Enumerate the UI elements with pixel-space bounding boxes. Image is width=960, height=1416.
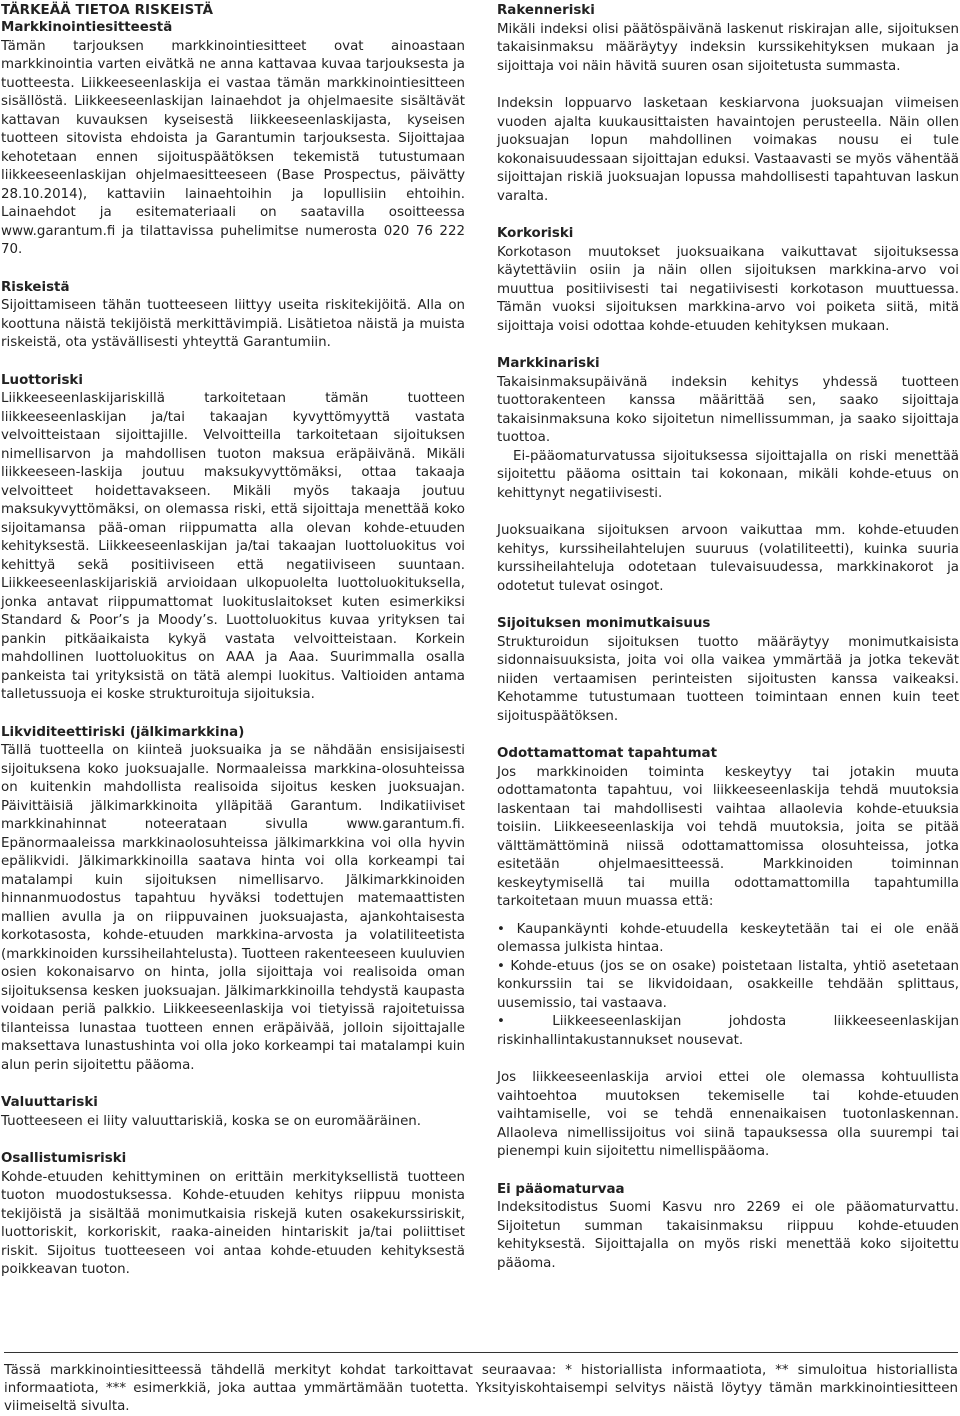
section-korkoriski [497,225,959,336]
section-heading: Odottamattomat tapahtumat [497,746,717,761]
left-column [1,2,465,1299]
section-heading: Korkoriski [497,226,574,241]
section-heading: Likviditeettiriski (jälkimarkkina) [1,724,245,740]
section-heading: Riskeistä [1,279,70,295]
section-luottoriski [1,372,465,705]
bullet-item: • Liikkeeseenlaskijan johdosta liikkeeseenlaskijan riskinhallintakustannukset nousevat. [497,1014,959,1048]
bullet-item: • Kohde-etuus (jos se on osake) poistetaan listalta, yhtiö asetetaan konkurssiin tai se likvidoidaan, osakkeille tehdään splittaus, uusemissio, tai vastaava. [497,958,959,1011]
section-heading: Sijoituksen monimutkaisuus [497,616,711,631]
section-rakenneriski [497,2,959,206]
section-paragraph: Liikkeeseenlaskijariskillä tarkoitetaan tämän tuotteen liikkeeseenlaskijan ja/tai takaajan kyvyttömyyttä vastata velvoitteistaan sijoittajille. Velvoitteilla tarkoitetaan sijoituksen nimellisarvon ja mahdollisen tuoton maksua eräpäivänä. Mikäli liikkeeseen-laskija joutuu maksukyvyttömäksi, ottaa takaaja velvoitteet hoidettavakseen. Mikäli myös takaaja joutuu maksukyvyttömäksi, on olemassa riski, että sijoittaja menettää koko sijoitamansa pää-oman riippumatta alla olevan kohde-etuuden kehityksestä. Liikkeeseenlaskijan ja/tai takaajan luottoluokitus voi kehittyä sekä positiiviseen että negatiiviseen suuntaan. Liikkeeseenlaskijariskiä arvioidaan ulkopuolelta luottoluokituksella, jonka antavat riippumattomat luokituslaitokset kuten esimerkiksi Standard & Poor’s ja Moody’s. Luottoluokitus kuvaa yrityksen tai pankin pitkäaikaista kykyä vastata velvoitteistaan. Korkein mahdollinen luottoluokitus on AAA ja Aaa. Suurimmalla osalla pankeista tai yrityksistä on tätä alempi luokitus. Valtioiden antama talletussuoja ei koske strukturoituja sijoituksia. [1,391,465,702]
section-paragraph: Indeksin loppuarvo lasketaan keskiarvona juoksuajan viimeisen vuoden ajalta kuukausittaisten havaintojen perusteella. Näin ollen juoksuajan lopun mahdollinen voimakas nousu ei tule kokonaisuudessaan sijoittajan eduksi. Vastaavasti se myös vähentää sijoittajan riskiä juoksuajan lopussa mahdollisesti tapahtuvan laskun varalta. [497,96,959,204]
section-markkinointiesitteesta [1,19,465,260]
section-likviditeettiriski [1,724,465,1076]
section-paragraph: Sijoittamiseen tähän tuotteeseen liittyy useita riskitekijöitä. Alla on koottuna näistä tekijöistä merkittävimpiä. Lisätietoa näistä ja muista riskeistä, ota ystävällisesti yhteyttä Garantumiin. [1,298,465,350]
section-paragraph: Korkotason muutokset juoksuaikana vaikuttavat sijoituksessa käytettäviin osiin ja näin ollen sijoituksen markkina-arvo voi muuttua positiivisesti tai negatiivisesti korkotason muuttuessa. Tämän vuoksi sijoituksen markkina-arvo voi poiketa siitä, mitä sijoittaja voisi odottaa kohde-etuuden kehityksen mukaan. [497,244,959,334]
section-heading: Markkinariski [497,356,600,371]
section-heading: Luottoriski [1,372,83,388]
section-paragraph: Indeksitodistus Suomi Kasvu nro 2269 ei ole pääomaturvattu. Sijoitetun summan takaisinmaksu riippuu kohde-etuuden kehityksestä. Sijoittajalla on myös riski menettää koko sijoitettu pääoma. [497,1200,959,1271]
section-osallistumisriski [1,1150,465,1280]
right-column [497,2,959,1292]
section-paragraph: Takaisinmaksupäivänä indeksin kehitys yhdessä tuotteen tuottorakenteen kanssa määrittää sen, saako sijoittaja takaisinmaksuna koko sijoitetun nimellissumman, ja saako sijoittaja tuottoa. [497,374,959,445]
footnote: Tässä markkinointiesitteessä tähdellä merkityt kohdat tarkoittavat seuraavaa: * historiallista informaatiota, ** simuloitua historiallista informaatiota, *** esimerkkiä, joka auttaa ymmärtämään tuotetta. Yksityiskohtaisempi selvitys näistä löytyy tämän markkinointiesitteen viimeiseltä sivulta. [4,1352,958,1416]
section-paragraph: Jos markkinoiden toiminta keskeytyy tai jotakin muuta odottamatonta tapahtuu, voi liikkeeseenlaskija tehdä muutoksia laskentaan tai mahdollisesti vaihtaa allaolevia kohde-etuuksia toisiin. Liikkeeseenlaskija voi tehdä muutoksia, joita se pitää välttämättöminä niissä odottamattomissa olosuhteissa, jotka esitetään ohjelmaesitteessä. Markkinoiden toiminnan keskeytymisellä tai muilla odottamattomilla tapahtumilla tarkoitetaan muun muassa että: [497,764,959,909]
section-monimutkaisuus [497,615,959,726]
section-heading: Osallistumisriski [1,1151,127,1166]
section-heading: Valuuttariski [1,1095,98,1110]
page-title: TÄRKEÄÄ TIETOA RISKEISTÄ [1,3,214,18]
section-paragraph: Jos liikkeeseenlaskija arvioi ettei ole olemassa kohtuullista vaihtoehtoa muutoksen tekemiselle tai kohde-etuuden vaihtamiselle, voi se tehdä ennenaikaisen tuotonlaskennan. Allaoleva nimellissijoitus voi siinä tapauksessa olla suurempi tai pienempi kuin sijoitettu nimellispääoma. [497,1070,959,1159]
section-heading: Ei pääomaturvaa [497,1181,625,1197]
section-riskeista [1,279,465,353]
section-heading: Markkinointiesitteestä [1,20,173,35]
section-paragraph: Tuotteeseen ei liity valuuttariskiä, koska se on euromääräinen. [1,1113,422,1129]
section-ei-paaomaturvaa [497,1181,959,1274]
section-markkinariski [497,355,959,596]
section-odottamattomat-tapahtumat [497,745,959,1162]
section-paragraph: Tämän tarjouksen markkinointiesitteet ovat ainoastaan markkinointia varten eivätkä ne anna kattavaa kuvaa tarjouksesta ja tuotteesta. Liikkeeseenlaskija ei vastaa tämän markkinointiesitteen sisällöstä. Liikkeeseenlaskijan lainaehdot ja ohjelmaesite sisältävät kattavan kuvauksen kyseisestä liikkeeseenlaskijasta, kyseisen tuotteen sitovista ehdoista ja Garantumin tarjouksesta. Sijoittajaa kehotetaan ennen sijoituspäätöksen tekemistä tutustumaan liikkeeseenlaskijan ohjelmaesitteeseen (Base Prospectus, päivätty 28.10.2014), kattaviin lainaehtoihin ja lopullisiin ehtoihin. Lainaehdot ja esitemateriaali on saatavilla osoitteessa www.garantum.fi ja tilattavissa puhelimitse numerosta 020 76 222 70. [1,38,465,257]
section-paragraph: Mikäli indeksi olisi päätöspäivänä laskenut riskirajan alle, sijoituksen takaisinmaksu määräytyy indeksin kurssikehityksen mukaan ja sijoittaja voi näin hävitä suuren osan sijoitetusta summasta. [497,21,959,74]
section-paragraph: Juoksuaikana sijoituksen arvoon vaikuttaa mm. kohde-etuuden kehitys, kurssiheilahtelujen suuruus (volatiliteetti), kuinka suuria kurssiheilahteluja odotetaan tulevaisuudessa, markkinakorot ja odotetut tulevat osingot. [497,523,959,594]
section-paragraph: Strukturoidun sijoituksen tuotto määräytyy monimutkaisista sidonnaisuuksista, joita voi olla vaikea ymmärtää ja jotka tekevät niiden vertaamisen perinteisten sijoitusten kanssa vaikeaksi. Kehotamme tutustumaan tuotteen toimintaan ennen kuin teet sijoituspäätöksen. [497,634,959,724]
bullet-item: • Kaupankäynti kohde-etuudella keskeytetään tai ei ole enää olemassa julkista hintaa. [497,921,959,955]
section-heading: Rakenneriski [497,3,595,18]
section-paragraph: Ei-pääomaturvatussa sijoituksessa sijoittajalla on riski menettää sijoitettu pääoma osittain tai kokonaan, mikäli kohde-etuus on kehittynyt negatiivisesti. [497,448,959,501]
section-valuuttariski [1,1094,465,1131]
section-paragraph: Tällä tuotteella on kiinteä juoksuaika ja se nähdään ensisijaisesti sijoituksena koko juoksuajalle. Normaaleissa markkina-olosuhteissa on kuitenkin mahdollista realisoida sijoitus kesken juoksuajan. Päivittäisiä jälkimarkkinoita ylläpitää Garantum. Indikatiiviset markkinahinnat noteerataan sivulla www.garantum.fi. Epänormaaleissa markkinaolosuhteissa jälkimarkkina voi olla hyvin epälikvidi. Jälkimarkkinoilla saatava hinta voi olla korkeampi tai matalampi kuin sijoituksen nimellisarvo. Jälkimarkkinoiden hinnanmuodostus tapahtuu hyväksi todettujen matemaattisten mallien avulla ja on riippuvainen juoksuajasta, ajankohtaisesta korkotasosta, kohde-etuuden markkina-arvosta ja volatiliteetista (markkinoiden kurssiheilahtelusta). Tuotteen rakenteeseen kuuluvien osien kokonaisarvo on hinta, jolla sijoittaja voi realisoida oman sijoituksensa kesken juoksuajan. Jälkimarkkinoilla tehdystä kaupasta voidaan periä palkkio. Liikkeeseenlaskija voi tietyissä rajoitetuissa tilanteissa lunastaa tuotteen ennen eräpäivää, jolloin sijoittajalle maksettava lunastushinta voi olla joko korkeampi tai matalampi kuin alun perin sijoitettu pääoma. [1,743,465,1073]
section-paragraph: Kohde-etuuden kehittyminen on erittäin merkityksellistä tuotteen tuoton muodostuksessa. Kohde-etuuden kehitys riippuu monista tekijöistä ja sisältää monimutkaisia riskejä kuten osakekurssiriskit, luottoriskit, korkoriskit, raaka-aineiden hintariskit ja/tai poliittiset riskit. Sijoitus tuotteeseen voi antaa kohde-etuuden kehityksestä poikkeavan tuoton. [1,1169,465,1277]
